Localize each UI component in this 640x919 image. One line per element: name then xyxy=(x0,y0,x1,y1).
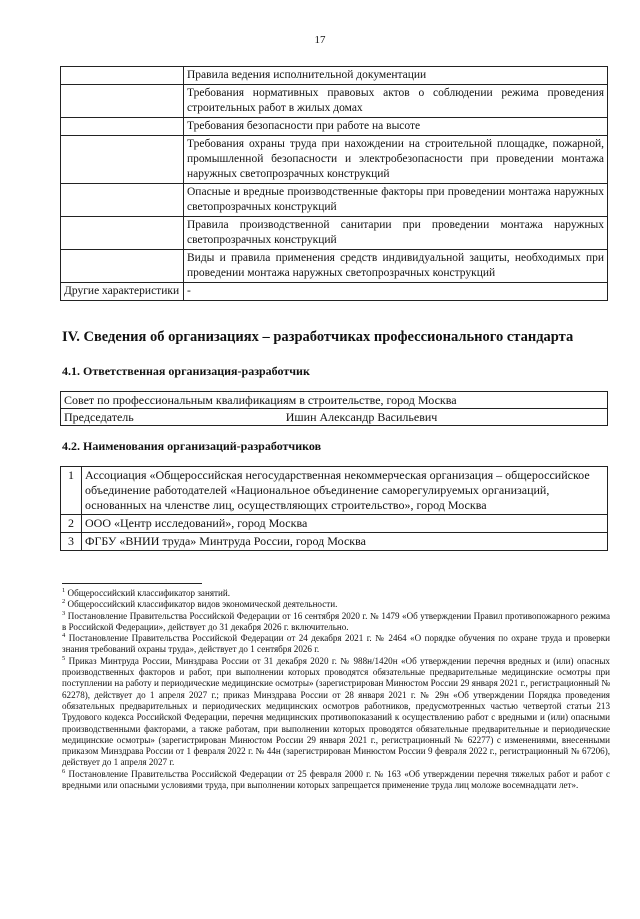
footnote-mark: 4 xyxy=(62,632,66,640)
developers-heading: 4.2. Наименования организаций-разработчиков xyxy=(62,439,322,453)
chairman-role: Председатель xyxy=(64,410,134,424)
table-cell-left xyxy=(61,118,184,136)
developer-org-name: ООО «Центр исследований», город Москва xyxy=(82,515,608,533)
table-cell-right: Виды и правила применения средств индивидуальной защиты, необходимых при проведении монтажа наружных светопрозрачных конструкций xyxy=(184,250,608,283)
table-cell-right: Опасные и вредные производственные факторы при проведении монтажа наружных светопрозрачных конструкций xyxy=(184,184,608,217)
table-cell-right: Правила ведения исполнительной документации xyxy=(184,67,608,85)
footnote-text: Общероссийский классификатор занятий. xyxy=(67,588,231,598)
table-row xyxy=(61,515,608,533)
footnote xyxy=(62,588,610,599)
section-iv-title: IV. Сведения об организациях – разработчиках профессионального стандарта xyxy=(62,329,574,345)
table-cell-left xyxy=(61,67,184,85)
table-cell-right: Правила производственной санитарии при проведении монтажа наружных светопрозрачных конструкций xyxy=(184,217,608,250)
table-row xyxy=(61,283,608,301)
footnote-text: Постановление Правительства Российской Федерации от 16 сентября 2020 г. № 1479 «Об утверждении Правил противопожарного режима в Российской Федерации», действует до 31 декабря 2026 г. включительно. xyxy=(62,610,610,632)
developers-table xyxy=(60,466,608,551)
footnote-mark: 5 xyxy=(62,654,66,662)
table-row xyxy=(61,118,608,136)
footnote-mark: 1 xyxy=(62,586,66,594)
footnote-text: Общероссийский классификатор видов экономической деятельности. xyxy=(67,599,338,610)
table-cell-right: Требования охраны труда при нахождении на строительной площадке, пожарной, промышленной безопасности и электробезопасности при проведении монтажа наружных светопрозрачных конструкций xyxy=(184,136,608,184)
footnote-text: Постановление Правительства Российской Федерации от 25 февраля 2000 г. № 163 «Об утверждении перечня тяжелых работ и работ с вредными или опасными условиями труда, при выполнении которых запрещается применение труда лиц моложе восемнадцати лет». xyxy=(62,768,610,791)
table-row xyxy=(61,217,608,250)
table-cell-right: Требования безопасности при работе на высоте xyxy=(184,118,608,136)
table-row xyxy=(61,250,608,283)
table-cell-left xyxy=(61,85,184,118)
row-number: 1 xyxy=(61,467,82,515)
table-row xyxy=(61,392,608,409)
table-row xyxy=(61,136,608,184)
other-characteristics-value: - xyxy=(184,283,608,301)
table-row xyxy=(61,85,608,118)
footnote xyxy=(62,769,610,792)
chairman-name: Ишин Александр Васильевич xyxy=(285,410,438,424)
table-cell-left xyxy=(61,136,184,184)
table-row xyxy=(61,533,608,551)
developer-org-name: ФГБУ «ВНИИ труда» Минтруда России, город Москва xyxy=(82,533,608,551)
other-characteristics-label: Другие характеристики xyxy=(61,283,184,301)
footnote-mark: 6 xyxy=(62,767,66,775)
knowledge-table xyxy=(60,66,608,301)
footnotes xyxy=(62,588,610,791)
responsible-org-heading: 4.1. Ответственная организация-разработчик xyxy=(62,364,310,378)
table-cell-left xyxy=(61,184,184,217)
table-row xyxy=(61,467,608,515)
responsible-org-name: Совет по профессиональным квалификациям в строительстве, город Москва xyxy=(61,392,608,409)
table-cell-left xyxy=(61,217,184,250)
footnote-text: Приказ Минтруда России, Минздрава России от 31 декабря 2020 г. № 988н/1420н «Об утверждении перечня вредных и (или) опасных производственных факторов и работ, при выполнении которых проводятся обязательные предварительные медицинские осмотры при поступлении на работу и периодические медицинские осмотры» (зарегистрирован Минюстом России 29 января 2021 г., регистрационный № 62278), действует до 1 апреля 2027 г.; приказ Минздрава России от 28 января 2021 г. № 29н «Об утверждении Порядка проведения обязательных предварительных и периодических медицинских осмотров работников, предусмотренных частью четвертой статьи 213 Трудового кодекса Российской Федерации, перечня медицинских противопоказаний к осуществлению работ с вредными и (или) опасными производственными факторами, а также работам, при выполнении которых проводятся обязательные предварительные и периодические медицинские осмотры» (зарегистрирован Минюстом России 29 января 2021 г., регистрационный № 62277) с изменениями, внесенными приказом Минздрава России от 1 февраля 2022 г. № 44н (зарегистрирован Минюстом России 9 февраля 2022 г., регистрационный № 67206), действует до 1 апреля 2027 г. xyxy=(62,655,610,768)
footnote-mark: 3 xyxy=(62,609,66,617)
table-row xyxy=(61,409,608,426)
footnote xyxy=(62,633,610,656)
footnote-divider xyxy=(62,583,202,584)
page-number: 17 xyxy=(314,34,326,46)
footnote-mark: 2 xyxy=(62,598,66,606)
responsible-org-table xyxy=(60,391,608,426)
table-cell-right: Требования нормативных правовых актов о соблюдении режима проведения строительных работ в жилых домах xyxy=(184,85,608,118)
table-row xyxy=(61,67,608,85)
footnote xyxy=(62,611,610,634)
table-row xyxy=(61,184,608,217)
footnote xyxy=(62,656,610,769)
row-number: 2 xyxy=(61,515,82,533)
footnote-text: Постановление Правительства Российской Федерации от 24 декабря 2021 г. № 2464 «О порядке обучения по охране труда и проверки знания требований охраны труда», действует до 1 сентября 2026 г. xyxy=(62,633,610,655)
chairman-cell xyxy=(61,409,608,426)
table-cell-left xyxy=(61,250,184,283)
footnote xyxy=(62,599,610,610)
row-number: 3 xyxy=(61,533,82,551)
developer-org-name: Ассоциация «Общероссийская негосударственная некоммерческая организация – общероссийское объединение работодателей «Национальное объединение саморегулируемых организаций, основанных на членстве лиц, осуществляющих строительство», город Москва xyxy=(82,467,608,515)
